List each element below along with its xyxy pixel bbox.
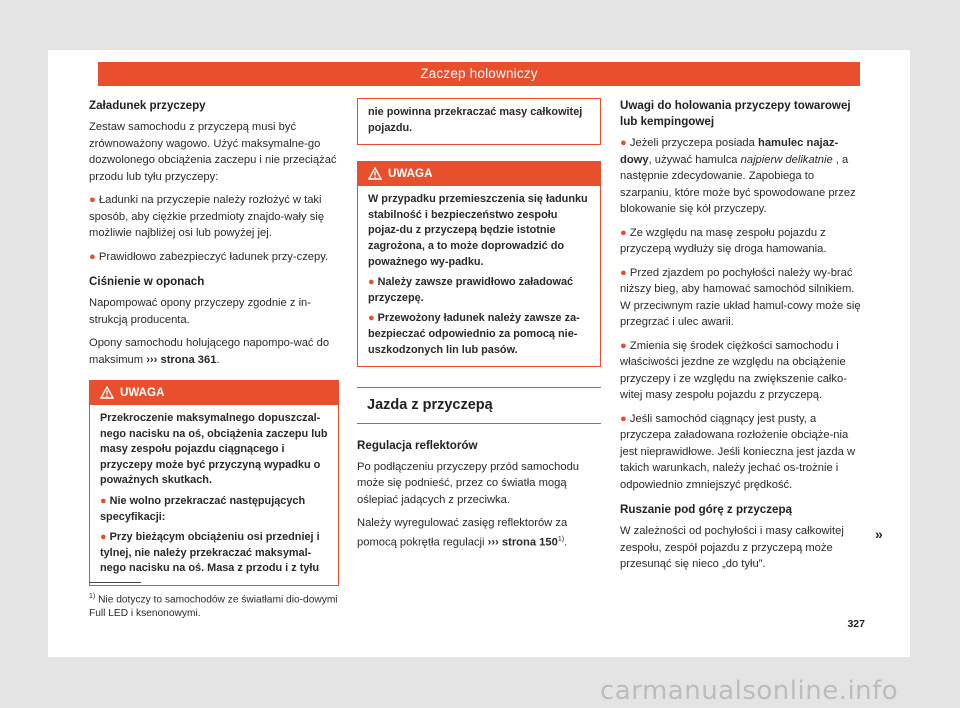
heading-tire-pressure: Ciśnienie w oponach bbox=[89, 275, 205, 288]
bullet-item: ● Jeśli samochód ciągnący jest pusty, a przyczepa załadowana rozłożenie obciąże-nia jest nieprawidłowe. Jeśli konieczna jest jazda w takich warunkach, należy jechać os-trożnie i odpowiednio zmniejszyć prędkość. bbox=[620, 412, 856, 491]
heading-trailer-loading: Załadunek przyczepy bbox=[89, 99, 206, 112]
bullet-item: ● Ze względu na masę zespołu pojazdu z przyczepą wydłuży się droga hamowania. bbox=[620, 226, 827, 255]
paragraph: Należy wyregulować zasięg reflektorów za pomocą pokrętła regulacji ››› strona 150$^{1)}$. bbox=[357, 517, 568, 549]
bullet-icon: ● bbox=[89, 250, 99, 263]
footnote-reference: 1) bbox=[557, 535, 565, 543]
footnote-marker: 1) bbox=[89, 593, 96, 600]
paragraph: Zestaw samochodu z przyczepą musi być zrównoważony wagowo. Użyć maksymalne-go dozwolonego obciążenia zaczepu i nie przeciążać przodu lub tyłu przyczepy: bbox=[89, 121, 337, 183]
footnote-text: Nie dotyczy to samochodów ze światłami dio-dowymi Full LED i ksenonowymi. bbox=[89, 594, 338, 620]
heading-towing-notes: Uwagi do holowania przyczepy towarowej lub kempingowej bbox=[620, 99, 851, 128]
watermark: carmanualsonline.info bbox=[600, 676, 899, 706]
page-reference-link[interactable]: ››› strona 361 bbox=[146, 353, 217, 366]
manual-page bbox=[48, 50, 910, 657]
section-title-driving-with-trailer: Jazda z przyczepą bbox=[357, 387, 601, 424]
continue-arrow-icon: » bbox=[875, 526, 883, 542]
bullet-icon: ● bbox=[620, 137, 630, 149]
bullet-icon: ● bbox=[620, 226, 630, 239]
bullet-item: ● Przy bieżącym obciążeniu osi przedniej i tylnej, nie należy przekraczać maksymal-nego nacisku na oś. Masa z przodu i z tyłu bbox=[100, 531, 320, 575]
bullet-icon: ● bbox=[100, 531, 110, 544]
bullet-item: ● Nie wolno przekraczać następujących specyfikacji: bbox=[100, 494, 306, 523]
paragraph: Po podłączeniu przyczepy przód samochodu może się podnieść, przez co światła mogą oślepiać jadących z przeciwka. bbox=[357, 460, 580, 506]
bullet-icon: ● bbox=[368, 276, 378, 289]
page-number: 327 bbox=[847, 618, 865, 630]
warning-box bbox=[89, 380, 339, 586]
bullet-icon: ● bbox=[100, 494, 110, 507]
heading-hill-start: Ruszanie pod górę z przyczepą bbox=[620, 503, 793, 516]
bullet-item: ● Zmienia się środek ciężkości samochodu i właściwości jezdne ze względu na obciążenie przyczepy i ze względu na zwiększenie całko-witej masy zespołu pojazdu z przyczepą. bbox=[620, 339, 847, 401]
section-banner: Zaczep holowniczy bbox=[98, 62, 860, 86]
warning-box-continued: nie powinna przekraczać masy całkowitej pojazdu. bbox=[357, 98, 601, 145]
paragraph: Napompować opony przyczepy zgodnie z in-strukcją producenta. bbox=[89, 297, 312, 326]
bullet-item: ● Ładunki na przyczepie należy rozłożyć w taki sposób, aby ciężkie przedmioty znajdo-wały się możliwie najbliżej osi lub powyżej jej. bbox=[89, 194, 325, 239]
footnote-divider bbox=[89, 582, 141, 583]
warning-body: Przekroczenie maksymalnego dopuszczal-nego nacisku na oś, obciążenia zaczepu lub masy zespołu pojazdu ciągnącego i przyczepy może być przyczyną wypadku o poważnych skutkach. ● Nie wolno przekraczać następujących specyfikacji: ● Przy bieżącym obciążeniu osi przedniej i tylnej, nie należy przekraczać maksymal-nego nacisku na oś. Masa z przodu i z tyłu bbox=[90, 405, 338, 585]
bullet-item: ● Przed zjazdem po pochyłości należy wy-brać niższy bieg, aby hamować samochód silnikiem. W przeciwnym razie układ hamul-cowy może się przegrzać i ulec awarii. bbox=[620, 266, 861, 328]
bullet-icon: ● bbox=[620, 266, 630, 279]
warning-body: W przypadku przemieszczenia się ładunku stabilność i bezpieczeństwo zespołu pojaz-du z przyczepą będzie istotnie zagrożona, a to może doprowadzić do poważnego wy-padku. ● Należy zawsze prawidłowo załadować przyczepę. ● Przewożony ładunek należy zawsze za-bezpieczać odpowiednio za pomocą nie-uszkodzonych lin lub pasów. bbox=[358, 186, 600, 366]
footnote bbox=[89, 582, 339, 621]
column-2 bbox=[357, 98, 601, 558]
paragraph: W zależności od pochyłości i masy całkowitej zespołu, zespół pojazdu z przyczepą może przesunąć się nieco „do tyłu”. bbox=[620, 525, 844, 570]
bullet-item: ● Prawidłowo zabezpieczyć ładunek przy-czepy. bbox=[89, 250, 329, 263]
bullet-item: ● Należy zawsze prawidłowo załadować przyczepę. bbox=[368, 276, 574, 304]
column-3 bbox=[620, 98, 866, 580]
heading-headlight-adjustment: Regulacja reflektorów bbox=[357, 438, 478, 452]
bullet-icon: ● bbox=[620, 339, 630, 352]
bullet-item: ● Jeżeli przyczepa posiada hamulec najaz-dowy, używać hamulca najpierw delikatnie , a następnie zdecydowanie. Zapobiega to szarpaniu, które może być spowodowane przez blokowanie się kół przyczepy. bbox=[620, 137, 856, 215]
page-reference-link[interactable]: ››› strona 150 bbox=[487, 536, 558, 549]
warning-triangle-icon bbox=[368, 167, 382, 180]
paragraph: Opony samochodu holującego napompo-wać do maksimum ››› strona 361. bbox=[89, 337, 330, 366]
column-1 bbox=[89, 98, 339, 586]
bullet-icon: ● bbox=[620, 412, 630, 425]
warning-triangle-icon bbox=[100, 386, 114, 399]
warning-header: UWAGA bbox=[358, 162, 600, 186]
bullet-item: ● Przewożony ładunek należy zawsze za-bezpieczać odpowiednio za pomocą nie-uszkodzonych lin lub pasów. bbox=[368, 312, 580, 356]
bullet-icon: ● bbox=[89, 194, 99, 206]
warning-box bbox=[357, 161, 601, 367]
bullet-icon: ● bbox=[368, 312, 378, 325]
warning-header: UWAGA bbox=[90, 381, 338, 405]
